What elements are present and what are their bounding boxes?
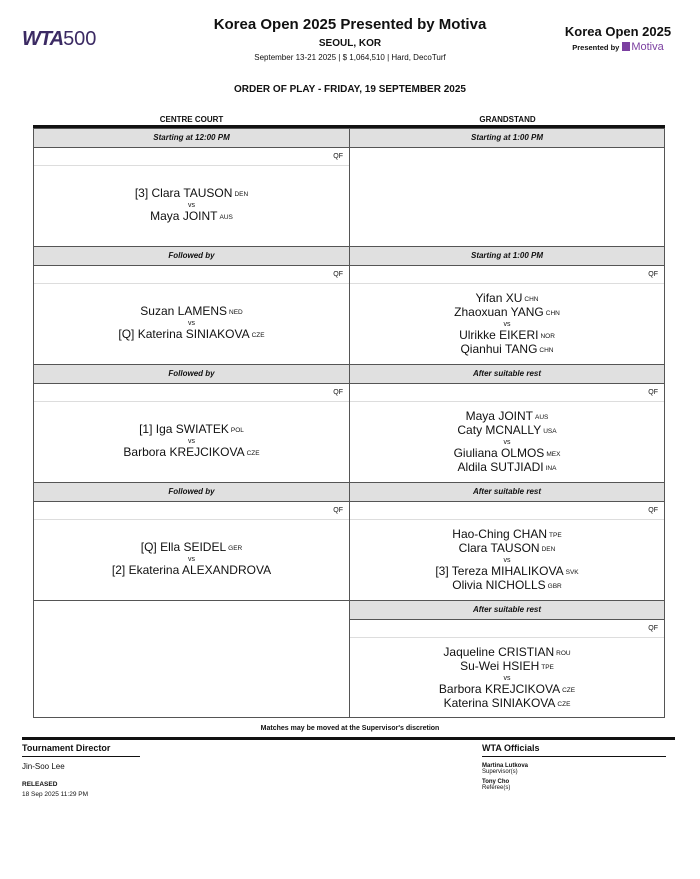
slot-time-header: Starting at 12:00 PM (34, 129, 349, 148)
wta-officials-label: WTA Officials (482, 743, 540, 753)
tournament-director-label: Tournament Director (22, 743, 111, 753)
player (34, 328, 349, 342)
player-first-name: Tereza (451, 564, 488, 578)
match-cell (349, 482, 665, 601)
match-cell (33, 482, 350, 601)
footer-divider (22, 737, 675, 740)
player-last-name: HSIEH (502, 659, 540, 673)
order-of-play-title: ORDER OF PLAY - FRIDAY, 19 SEPTEMBER 2025 (234, 84, 466, 95)
player-first-name: Clara (151, 186, 181, 200)
slot-time-header: Followed by (34, 483, 349, 502)
player-last-name: TAUSON (490, 541, 540, 555)
player-first-name: Olivia (452, 578, 483, 592)
player-nationality: DEN (234, 191, 249, 198)
slot-time-header: Followed by (34, 365, 349, 384)
tournament-dates: September 13-21 2025 | $ 1,064,510 | Hard, DecoTurf (254, 53, 446, 62)
player-first-name: Clara (458, 541, 488, 555)
player-first-name: Qianhui (460, 342, 502, 356)
motiva-mark-icon (622, 42, 630, 51)
player-last-name: XU (505, 291, 523, 305)
player-nationality: NOR (540, 333, 555, 340)
player (350, 528, 664, 542)
round-label: QF (34, 265, 349, 284)
round-label: QF (34, 383, 349, 402)
player-nationality: AUS (219, 214, 233, 221)
vs-label: vs (188, 438, 195, 445)
player (350, 660, 664, 674)
player-nationality: AUS (534, 414, 549, 421)
round-label: QF (350, 619, 664, 638)
player-nationality: DEN (541, 546, 556, 553)
player-seed: [1] (139, 422, 153, 436)
official-role: Referee(s) (482, 785, 511, 791)
match (350, 410, 664, 475)
player-nationality: SVK (565, 569, 579, 576)
player-last-name: KREJCIKOVA (169, 445, 245, 459)
player-nationality: ROU (556, 650, 571, 657)
player-nationality: CZE (251, 332, 265, 339)
player (350, 343, 664, 357)
player (350, 565, 664, 579)
divider (22, 756, 140, 757)
wta-logo-number: 500 (63, 28, 97, 50)
player-nationality: CHN (524, 296, 539, 303)
tournament-director-section (22, 743, 140, 757)
player-first-name: Ella (160, 540, 181, 554)
player-nationality: GER (228, 545, 243, 552)
tournament-title: Korea Open 2025 Presented by Motiva (213, 16, 487, 33)
match-cell (349, 364, 665, 483)
player (34, 210, 349, 224)
slot-time-header: After suitable rest (350, 483, 664, 502)
player (34, 446, 349, 460)
player-nationality: CZE (557, 701, 571, 708)
player-last-name: EIKERI (499, 328, 539, 342)
player-nationality: CHN (539, 347, 554, 354)
vs-label: vs (188, 202, 195, 209)
round-label: QF (350, 265, 664, 284)
slot-time-header: Starting at 1:00 PM (350, 247, 664, 266)
match (350, 646, 664, 711)
sponsor-presented-by (548, 41, 688, 53)
player (350, 424, 664, 438)
match-cell (349, 128, 665, 247)
player (350, 579, 664, 593)
divider (482, 756, 666, 757)
player-last-name: LAMENS (177, 304, 227, 318)
player-last-name: TANG (504, 342, 538, 356)
player-first-name: Iga (155, 422, 173, 436)
player-first-name: Hao-Ching (452, 527, 510, 541)
sponsor-logo (548, 24, 688, 53)
player-nationality: CHN (545, 310, 560, 317)
tournament-director-name: Jin-Soo Lee (22, 762, 65, 771)
round-label: QF (34, 147, 349, 166)
player (350, 410, 664, 424)
slot-time-header: Followed by (34, 247, 349, 266)
vs-label: vs (503, 439, 511, 446)
round-label: QF (34, 501, 349, 520)
player-last-name: MCNALLY (485, 423, 542, 437)
wta-officials-section (482, 743, 666, 791)
match (34, 423, 349, 460)
round-label: QF (350, 383, 664, 402)
sponsor-title: Korea Open 2025 (564, 24, 672, 39)
player (350, 447, 664, 461)
official (482, 779, 666, 791)
player-first-name: Jaqueline (443, 645, 495, 659)
player-last-name: CHAN (513, 527, 548, 541)
player-first-name: Suzan (140, 304, 175, 318)
player-nationality: POL (230, 427, 244, 434)
court-header-grandstand: GRANDSTAND (479, 115, 536, 124)
player-last-name: CRISTIAN (498, 645, 555, 659)
player-last-name: SWIATEK (175, 422, 229, 436)
round-label: QF (350, 501, 664, 520)
player-first-name: Ulrikke (459, 328, 496, 342)
tournament-city: SEOUL, KOR (318, 38, 382, 49)
player (350, 461, 664, 475)
match-cell (33, 246, 350, 365)
player-last-name: YANG (510, 305, 544, 319)
player-last-name: JOINT (498, 409, 533, 423)
player-first-name: Caty (457, 423, 483, 437)
player-last-name: TAUSON (183, 186, 233, 200)
wta-500-logo (22, 28, 96, 51)
footnote: Matches may be moved at the Supervisor's discretion (260, 725, 440, 732)
player (350, 329, 664, 343)
player-last-name: SUTJIADI (490, 460, 544, 474)
player-first-name: Maya (465, 409, 495, 423)
player-nationality: GBR (547, 583, 562, 590)
match-cell (33, 128, 350, 247)
player-last-name: NICHOLLS (485, 578, 546, 592)
vs-label: vs (188, 556, 195, 563)
player-last-name: JOINT (182, 209, 218, 223)
player-nationality: TPE (549, 532, 562, 539)
player (34, 541, 349, 555)
player-last-name: SEIDEL (183, 540, 227, 554)
player (350, 683, 664, 697)
vs-label: vs (188, 320, 195, 327)
player-last-name: SINIAKOVA (185, 327, 250, 341)
player-seed: [2] (111, 563, 126, 577)
player (350, 646, 664, 660)
player-first-name: Barbora (123, 445, 167, 459)
player-last-name: SINIAKOVA (491, 696, 556, 710)
wta-logo-text: WTA (22, 28, 64, 50)
slot-time-header: After suitable rest (350, 365, 664, 384)
player-nationality: INA (545, 465, 557, 472)
player-first-name: Katerina (443, 696, 489, 710)
match (350, 292, 664, 357)
player-seed: [3] (134, 186, 149, 200)
player (34, 564, 349, 577)
match-cell (349, 246, 665, 365)
match-cell (33, 364, 350, 483)
schedule-grid (33, 128, 665, 718)
player (34, 305, 349, 319)
player-first-name: Maya (150, 209, 180, 223)
presented-by-text: Presented by (572, 43, 620, 52)
match (34, 305, 349, 342)
tournament-title-block (150, 16, 550, 62)
player (350, 542, 664, 556)
official-name: Martina Lutkova (482, 763, 529, 769)
official-name: Tony Cho (482, 779, 510, 785)
released-value: 18 Sep 2025 11:29 PM (22, 791, 89, 798)
player-nationality: CZE (246, 450, 260, 457)
player-first-name: Su-Wei (460, 659, 500, 673)
official (482, 763, 666, 775)
player (34, 423, 349, 437)
match (350, 528, 664, 593)
player-first-name: Ekaterina (128, 563, 180, 577)
official-role: Supervisor(s) (482, 769, 518, 775)
slot-time-header: After suitable rest (350, 601, 664, 620)
player-nationality: CZE (562, 687, 576, 694)
player-first-name: Giuliana (453, 446, 498, 460)
player-nationality: TPE (541, 664, 554, 671)
player-seed: [Q] (118, 327, 135, 341)
player-seed: [3] (435, 564, 449, 578)
player-first-name: Yifan (475, 291, 503, 305)
player-nationality: USA (543, 428, 557, 435)
match (34, 541, 349, 577)
match-cell (349, 600, 665, 718)
player-last-name: OLMOS (500, 446, 545, 460)
player-seed: [Q] (140, 540, 157, 554)
player-nationality: MEX (546, 451, 561, 458)
vs-label: vs (503, 675, 511, 682)
vs-label: vs (503, 321, 511, 328)
player-last-name: ALEXANDROVA (181, 563, 272, 577)
player-last-name: MIHALIKOVA (491, 564, 564, 578)
released-label: RELEASED (22, 781, 58, 788)
sponsor-brand: Motiva (631, 41, 664, 53)
player-first-name: Barbora (438, 682, 482, 696)
player-first-name: Katerina (137, 327, 183, 341)
court-header-centre: CENTRE COURT (159, 115, 224, 124)
match (34, 187, 349, 224)
player-last-name: KREJCIKOVA (484, 682, 561, 696)
vs-label: vs (503, 557, 511, 564)
player-nationality: NED (229, 309, 243, 316)
player (34, 187, 349, 201)
player (350, 292, 664, 306)
player (350, 306, 664, 320)
player-first-name: Aldila (457, 460, 487, 474)
match-cell (33, 600, 350, 718)
player-first-name: Zhaoxuan (454, 305, 508, 319)
player (350, 697, 664, 711)
slot-time-header: Starting at 1:00 PM (350, 129, 664, 148)
